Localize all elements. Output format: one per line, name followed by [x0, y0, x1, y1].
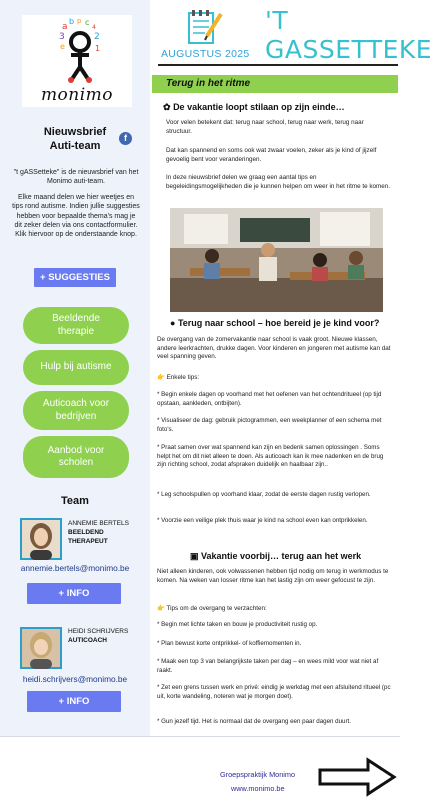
nav-beeldende-therapie[interactable] — [23, 307, 129, 344]
briefcase-icon: ▣ — [190, 551, 199, 561]
heading-text: Terug naar school – hoe bereid je je kind voor? — [177, 318, 380, 328]
tips-heading: 👉 Enkele tips: — [157, 374, 200, 381]
team-heading: Team — [61, 495, 89, 507]
notepad-pencil-icon — [183, 6, 225, 46]
svg-text:b: b — [69, 17, 75, 26]
nav-label-line2: scholen — [58, 457, 94, 468]
newsletter-intro — [12, 168, 140, 240]
suggestions-button[interactable]: + SUGGESTIES — [34, 268, 116, 287]
heading-text: Vakantie voorbij… terug aan het werk — [201, 551, 362, 561]
list-item: * Praat samen over wat spannend kan zijn en bedenk samen oplossingen . Soms helpt het om dit niet alleen te doen. Als auticoach kan ik mee nadenken en de brug zijn richting school, zodat afspraken duidelijk en haalbaar zijn.. — [157, 444, 384, 469]
member-role: THERAPEUT — [68, 538, 108, 545]
nav-label-line2: therapie — [57, 325, 95, 337]
heading-terug-naar-school — [170, 318, 379, 328]
paragraph: Niet alleen kinderen, ook volwassenen hebben tijd nodig om terug in werkmodus te komen. Na weken van losser ritme kan het lastig zijn om weer gefocust te zijn. — [157, 568, 389, 584]
header-divider — [158, 64, 398, 66]
list-item: * Plan bewust korte ontprikkel- of koffiemomenten in. — [157, 640, 302, 647]
member-annemie — [68, 519, 129, 546]
list-item: * Begin met lichte taken en bouw je productiviteit rustig op. — [157, 621, 318, 628]
newsletter-title — [30, 125, 120, 153]
member-role: BEELDEND — [68, 529, 104, 536]
svg-text:4: 4 — [92, 24, 96, 31]
newsletter-masthead: 'T GASSETTEKE — [265, 6, 432, 64]
nav-label-line1: Beeldende — [52, 313, 100, 324]
paragraph: De overgang van de zomervakantie naar school is vaak groot. Nieuwe klassen, andere leerkrachten, drukke dagen. Voor kinderen en jongeren met autisme kan dat veel spanning geven. — [157, 336, 391, 361]
member-name: ANNEMIE BERTELS — [68, 520, 129, 527]
email-link-heidi[interactable]: heidi.schrijvers@monimo.be — [22, 674, 128, 684]
nav-auticoach-bedrijven[interactable] — [23, 391, 129, 430]
footer-divider — [0, 736, 400, 737]
list-item: * Begin enkele dagen op voorhand met het oefenen van het ochtendritueel (op tijd opstaan, aankleden, ontbijten). — [157, 391, 382, 407]
svg-text:a: a — [62, 22, 68, 32]
heading-text: De vakantie loopt stilaan op zijn einde… — [173, 102, 345, 112]
svg-text:e: e — [60, 42, 65, 51]
svg-text:c: c — [85, 18, 90, 27]
logo-wordmark: monimo — [40, 85, 114, 105]
nav-label-line1: Aanbod voor — [47, 444, 105, 456]
svg-text:2: 2 — [94, 32, 100, 42]
info-button-heidi[interactable]: + INFO — [27, 691, 121, 712]
nav-label-line2: bedrijven — [55, 410, 97, 422]
list-item: * Maak een top 3 van belangrijkste taken per dag – en wees mild voor wat niet af raakt. — [157, 658, 379, 674]
intro-paragraph-2: Elke maand delen we hier weetjes en tips rond autisme. Indien jullie suggesties hebben voor bepaalde thema's mag je dit zeker delen via ons contactformulier. Klik hiervoor op de onderstaande knop. — [12, 193, 140, 239]
list-item: * Gun jezelf tijd. Het is normaal dat de overgang een paar dagen duurt. — [157, 718, 351, 725]
newsletter-title-line1: Nieuwsbrief — [43, 126, 107, 138]
email-link-annemie[interactable]: annemie.bertels@monimo.be — [20, 563, 130, 573]
sidebar — [0, 0, 150, 736]
footer-website-link[interactable]: www.monimo.be — [231, 784, 285, 793]
classroom-photo — [170, 208, 383, 312]
svg-text:1: 1 — [95, 44, 101, 53]
avatar-heidi — [20, 627, 62, 669]
nav-label-line1: Hulp bij autisme — [40, 361, 112, 373]
facebook-icon[interactable]: f — [119, 132, 132, 145]
svg-text:3: 3 — [59, 32, 65, 42]
paragraph: Dat kan spannend en soms ook wat zwaar voelen, zeker als je kind of jijzelf gevoelig bent voor veranderingen. — [166, 147, 377, 163]
list-item: * Zet een grens tussen werk en privé: eindig je werkdag met een afsluitend ritueel (pc uit, korte wandeling, noteren wat je morgen doet). — [157, 684, 391, 700]
flower-icon: ✿ — [163, 102, 171, 112]
member-role: AUTICOACH — [68, 637, 107, 644]
list-item: * Voorzie een veilige plek thuis waar je kind na school even kan ontprikkelen. — [157, 517, 368, 524]
footer-org: Groepspraktijk Monimo — [220, 770, 296, 779]
heading-vakantie-einde — [163, 102, 345, 113]
paint-icon: ● — [170, 318, 176, 328]
list-item: * Leg schoolspullen op voorhand klaar, zodat de eerste dagen rustig verlopen. — [157, 491, 371, 498]
monimo-logo[interactable] — [22, 15, 132, 107]
section-title: Terug in het ritme — [166, 78, 251, 89]
nav-hulp-bij-autisme[interactable] — [23, 350, 129, 385]
list-item: * Visualiseer de dag: gebruik pictogrammen, een weekplanner of een schema met foto's. — [157, 417, 382, 433]
info-button-annemie[interactable]: + INFO — [27, 583, 121, 604]
tips-heading: 👉 Tips om de overgang te verzachten: — [157, 605, 267, 612]
arrow-right-icon[interactable] — [318, 758, 396, 796]
paragraph: Voor velen betekent dat: terug naar school, terug naar werk, terug naar structuur. — [166, 119, 364, 135]
nav-label-line1: Auticoach voor — [42, 398, 110, 409]
heading-terug-aan-het-werk — [190, 551, 361, 562]
svg-text:p: p — [77, 17, 82, 25]
paragraph: In deze nieuwsbrief delen we graag een aantal tips en begeleidingsmogelijkheden die je kunnen helpen om weer in het ritme te komen. — [166, 174, 391, 190]
intro-paragraph-1: "t gASSetteke" is de nieuwsbrief van het Monimo auti-team. — [13, 169, 139, 186]
avatar-annemie — [20, 518, 62, 560]
nav-aanbod-scholen[interactable] — [23, 436, 129, 478]
section-bar — [152, 75, 398, 93]
member-heidi — [68, 627, 128, 645]
issue-month: AUGUSTUS 2025 — [161, 48, 250, 60]
newsletter-title-line2: Auti-team — [49, 140, 101, 152]
logo-figure-icon — [22, 15, 132, 87]
member-name: HEIDI SCHRIJVERS — [68, 628, 129, 635]
